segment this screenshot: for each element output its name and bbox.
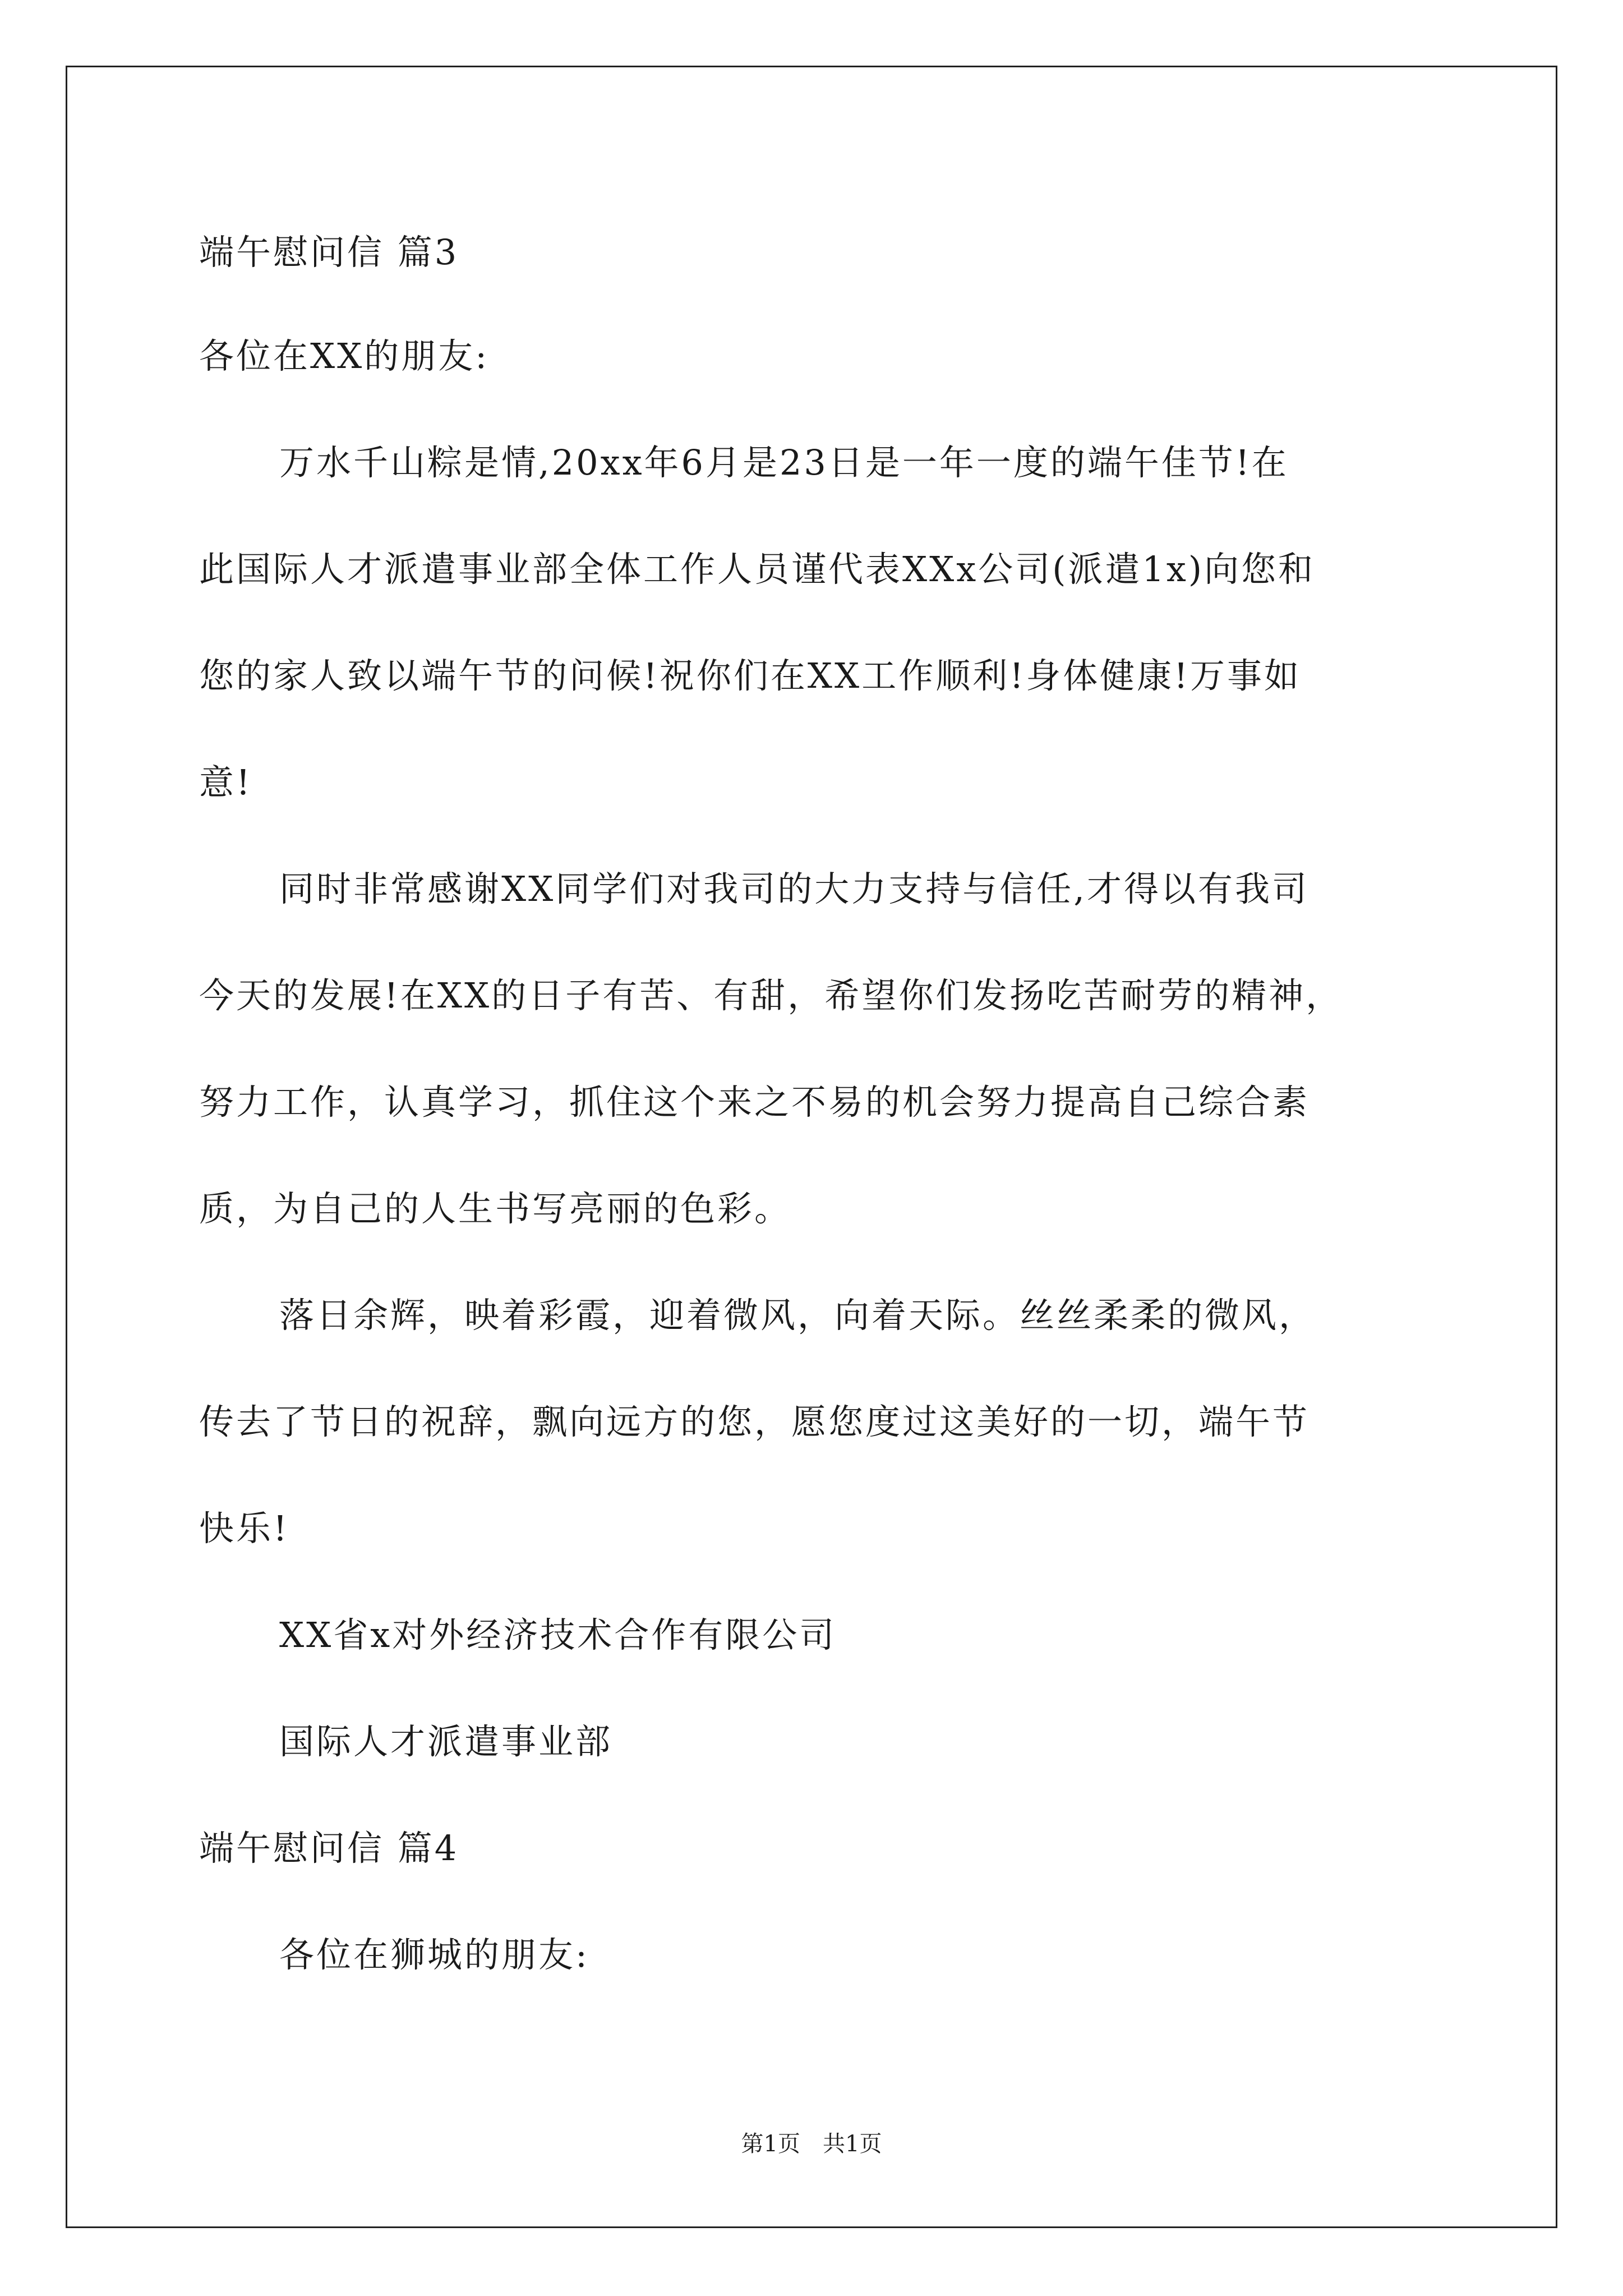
- paragraph-line: 传去了节日的祝辞，飘向远方的您，愿您度过这美好的一切，端午节: [199, 1401, 1310, 1442]
- paragraph-line: 今天的发展!在XX的日子有苦、有甜，希望你们发扬吃苦耐劳的精神，: [199, 975, 1343, 1016]
- section-heading-3: 端午慰问信 篇3: [199, 232, 459, 273]
- salutation: 各位在狮城的朋友:: [279, 1934, 589, 1975]
- paragraph-line: 同时非常感谢XX同学们对我司的大力支持与信任,才得以有我司: [279, 868, 1309, 909]
- paragraph-line: 万水千山粽是情,20xx年6月是23日是一年一度的端午佳节!在: [279, 442, 1289, 483]
- page-number-footer: 第1页 共1页: [741, 2131, 882, 2157]
- signature-company: XX省x对外经济技术合作有限公司: [279, 1614, 837, 1655]
- paragraph-line: 落日余辉，映着彩霞，迎着微风，向着天际。丝丝柔柔的微风，: [279, 1295, 1316, 1336]
- salutation: 各位在XX的朋友:: [199, 335, 490, 376]
- signature-department: 国际人才派遣事业部: [279, 1721, 613, 1762]
- paragraph-line: 努力工作，认真学习，抓住这个来之不易的机会努力提高自己综合素: [199, 1082, 1310, 1122]
- paragraph-line: 此国际人才派遣事业部全体工作人员谨代表XXx公司(派遣1x)向您和: [199, 549, 1316, 590]
- paragraph-line: 意!: [199, 762, 252, 803]
- paragraph-line: 您的家人致以端午节的问候!祝你们在XX工作顺利!身体健康!万事如: [199, 655, 1302, 696]
- section-heading-4: 端午慰问信 篇4: [199, 1828, 459, 1869]
- page-border: [66, 66, 1557, 2228]
- paragraph-line: 质，为自己的人生书写亮丽的色彩。: [199, 1188, 792, 1229]
- paragraph-line: 快乐!: [199, 1508, 289, 1549]
